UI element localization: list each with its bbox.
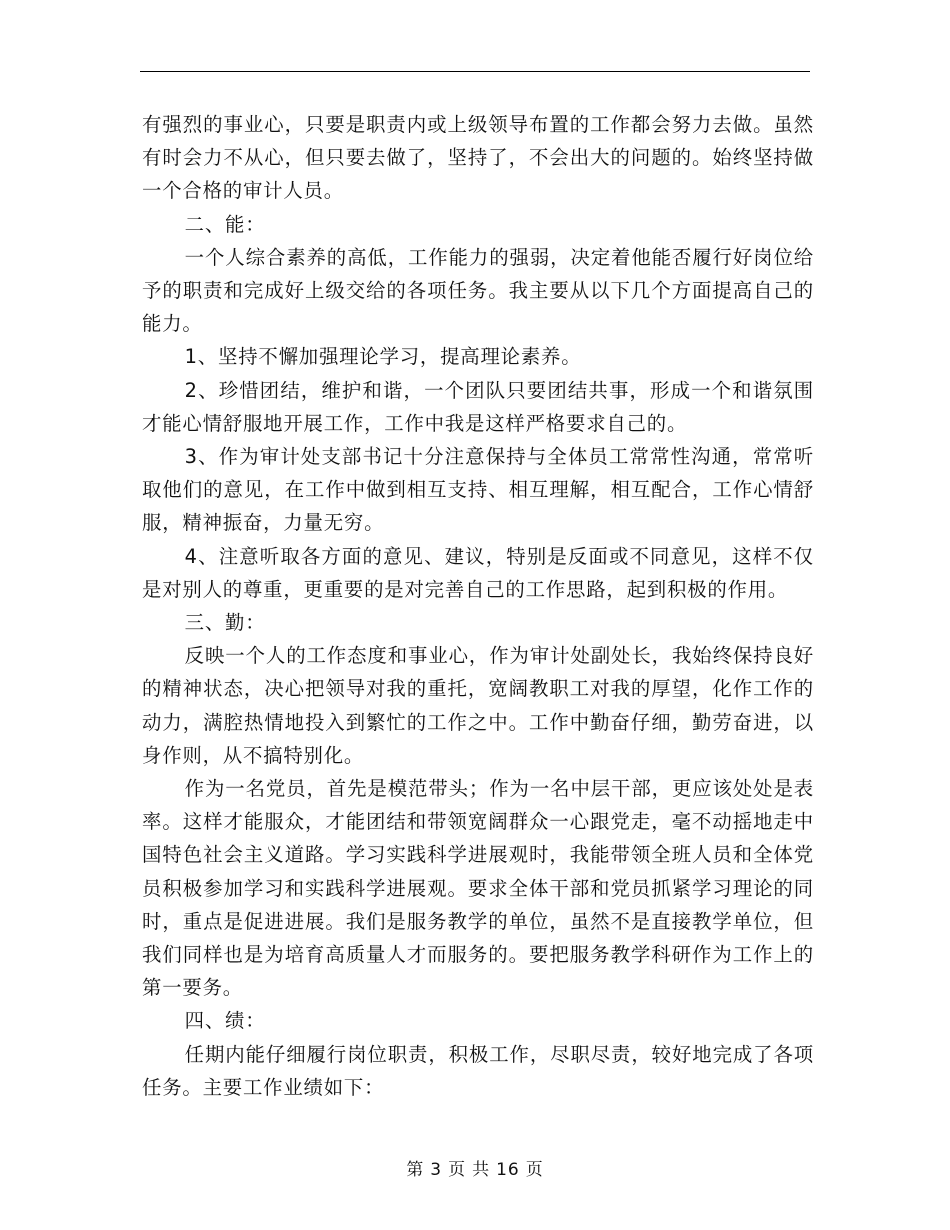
section-heading-ji: 四、绩： xyxy=(184,1009,266,1033)
paragraph-12: 任期内能仔细履行岗位职责，积极工作，尽职尽责，较好地完成了各项任务。主要工作业绩如下： xyxy=(142,1042,814,1099)
footer-total-pages: 16 xyxy=(496,1160,520,1180)
page-footer xyxy=(0,1155,950,1180)
footer-label-page: 第 xyxy=(406,1160,425,1180)
document-body xyxy=(142,108,814,1104)
list-item-4: 4、注意听取各方面的意见、建议，特别是反面或不同意见，这样不仅是对别人的尊重，更重要的是对完善自己的工作思路，起到积极的作用。 xyxy=(142,544,814,601)
section-heading-qin: 三、勤： xyxy=(184,611,266,635)
footer-label-total-unit: 页 xyxy=(525,1160,544,1180)
paragraph-1: 有强烈的事业心，只要是职责内或上级领导布置的工作都会努力去做。虽然有时会力不从心，但只要去做了，坚持了，不会出大的问题的。始终坚持做一个合格的审计人员。 xyxy=(142,113,814,203)
list-item-1: 1、坚持不懈加强理论学习，提高理论素养。 xyxy=(184,345,582,369)
header-rule xyxy=(140,71,810,72)
paragraph-3: 一个人综合素养的高低，工作能力的强弱，决定着他能否履行好岗位给予的职责和完成好上级交给的各项任务。我主要从以下几个方面提高自己的能力。 xyxy=(142,245,814,336)
footer-current-page: 3 xyxy=(430,1160,443,1180)
section-heading-neng: 二、能： xyxy=(184,212,266,236)
paragraph-9: 反映一个人的工作态度和事业心，作为审计处副处长，我始终保持良好的精神状态，决心把领导对我的重托，宽阔教职工对我的厚望，化作工作的动力，满腔热情地投入到繁忙的工作之中。工作中勤奋仔细，勤劳奋进，以身作则，从不搞特别化。 xyxy=(142,644,814,767)
footer-label-page-unit: 页 xyxy=(448,1160,467,1180)
list-item-3: 3、作为审计处支部书记十分注意保持与全体员工常常性沟通，常常听取他们的意见，在工作中做到相互支持、相互理解，相互配合，工作心情舒服，精神振奋，力量无穷。 xyxy=(142,445,814,535)
footer-label-total: 共 xyxy=(472,1160,491,1180)
paragraph-10: 作为一名党员，首先是模范带头；作为一名中层干部，更应该处处是表率。这样才能服众，才能团结和带领宽阔群众一心跟党走，毫不动摇地走中国特色社会主义道路。学习实践科学进展观时，我能带领全班人员和全体党员积极参加学习和实践科学进展观。要求全体干部和党员抓紧学习理论的同时，重点是促进进展。我们是服务教学的单位，虽然不是直接教学单位，但我们同样也是为培育高质量人才而服务的。要把服务教学科研作为工作上的第一要务。 xyxy=(142,777,814,1000)
list-item-2: 2、珍惜团结，维护和谐，一个团队只要团结共事，形成一个和谐氛围才能心情舒服地开展工作，工作中我是这样严格要求自己的。 xyxy=(142,378,814,435)
